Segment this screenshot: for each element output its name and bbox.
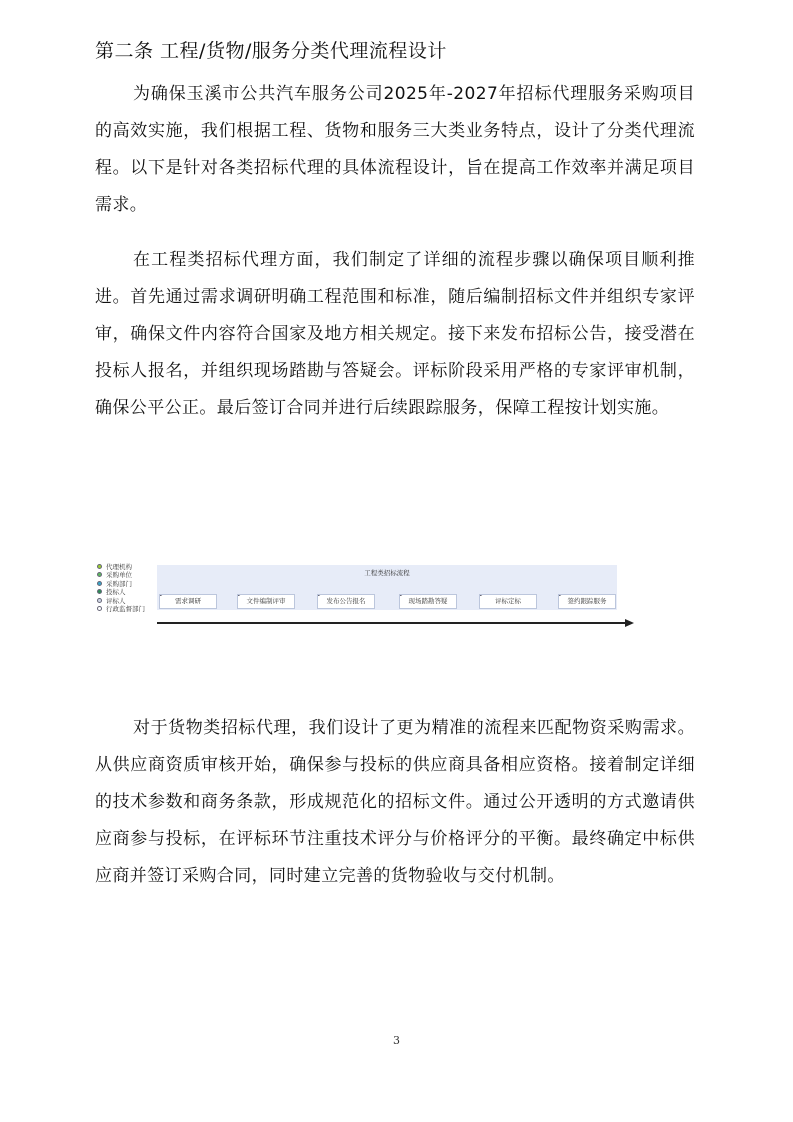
legend-label: 代理机构 bbox=[106, 562, 132, 571]
step-marker-icon bbox=[159, 594, 163, 596]
legend-dot-icon bbox=[97, 598, 102, 603]
legend-item bbox=[97, 588, 145, 597]
process-step bbox=[317, 594, 375, 609]
process-step bbox=[237, 594, 295, 609]
legend-dot-icon bbox=[97, 572, 102, 577]
process-step bbox=[479, 594, 537, 609]
diagram-title: 工程类招标流程 bbox=[364, 569, 410, 577]
process-step bbox=[558, 594, 616, 609]
legend-label: 投标人 bbox=[106, 588, 126, 597]
step-marker-icon bbox=[479, 594, 483, 596]
step-marker-icon bbox=[558, 594, 562, 596]
step-marker-icon bbox=[317, 594, 321, 596]
step-label: 文件编制评审 bbox=[246, 597, 286, 605]
legend-label: 采购单位 bbox=[106, 571, 132, 580]
engineering-process-diagram bbox=[97, 560, 642, 632]
step-label: 评标定标 bbox=[495, 597, 521, 605]
paragraph-goods: 对于货物类招标代理，我们设计了更为精准的流程来匹配物资采购需求。从供应商资质审核开始，确保参与投标的供应商具备相应资格。接着制定详细的技术参数和商务条款，形成规范化的招标文件。通过公开透明的方式邀请供应商参与投标，在评标环节注重技术评分与价格评分的平衡。最终确定中标供应商并签订采购合同，同时建立完善的货物验收与交付机制。 bbox=[95, 718, 695, 886]
legend-label: 行政监督部门 bbox=[106, 605, 145, 614]
section-heading: 第二条 工程/货物/服务分类代理流程设计 bbox=[95, 40, 447, 62]
step-label: 需求调研 bbox=[175, 597, 201, 605]
legend-dot-icon bbox=[97, 589, 102, 594]
legend-dot-icon bbox=[97, 581, 102, 586]
legend-item bbox=[97, 562, 145, 571]
step-marker-icon bbox=[237, 594, 241, 596]
timeline-axis bbox=[157, 622, 627, 624]
step-label: 签约跟踪服务 bbox=[567, 597, 607, 605]
legend-item bbox=[97, 571, 145, 580]
diagram-legend bbox=[97, 562, 145, 613]
step-label: 发布公告报名 bbox=[326, 597, 366, 605]
legend-item bbox=[97, 579, 145, 588]
step-label: 现场踏勘答疑 bbox=[408, 597, 448, 605]
step-marker-icon bbox=[399, 594, 403, 596]
process-step bbox=[399, 594, 457, 609]
legend-dot-icon bbox=[97, 564, 102, 569]
arrow-head-icon bbox=[625, 619, 634, 627]
paragraph-intro: 为确保玉溪市公共汽车服务公司2025年-2027年招标代理服务采购项目的高效实施，我们根据工程、货物和服务三大类业务特点，设计了分类代理流程。以下是针对各类招标代理的具体流程设计，旨在提高工作效率并满足项目需求。 bbox=[95, 84, 695, 215]
legend-item bbox=[97, 596, 145, 605]
legend-dot-icon bbox=[97, 606, 102, 611]
page-number: 3 bbox=[393, 1034, 400, 1047]
process-lane bbox=[157, 565, 617, 610]
process-step bbox=[159, 594, 217, 609]
legend-item bbox=[97, 605, 145, 614]
legend-label: 评标人 bbox=[106, 596, 126, 605]
paragraph-engineering: 在工程类招标代理方面，我们制定了详细的流程步骤以确保项目顺利推进。首先通过需求调研明确工程范围和标准，随后编制招标文件并组织专家评审，确保文件内容符合国家及地方相关规定。接下来发布招标公告，接受潜在投标人报名，并组织现场踏勘与答疑会。评标阶段采用严格的专家评审机制，确保公平公正。最后签订合同并进行后续跟踪服务，保障工程按计划实施。 bbox=[95, 250, 695, 418]
legend-label: 采购部门 bbox=[106, 579, 132, 588]
